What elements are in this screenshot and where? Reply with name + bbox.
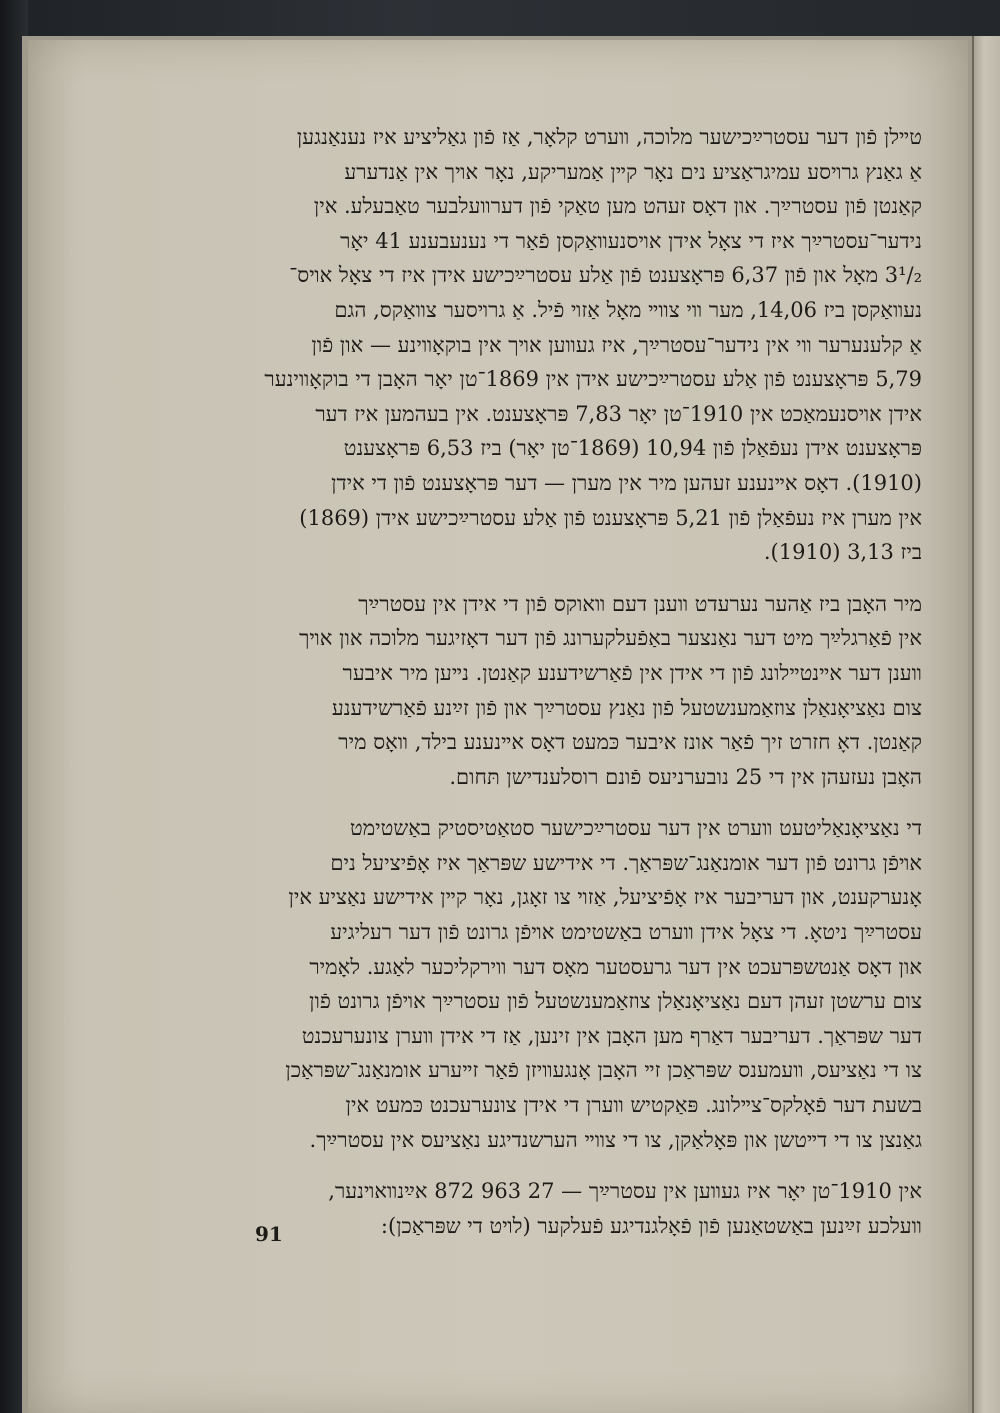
text-line: דער שפּראַך. דעריבער דאַרף מען האָבן אין זינען, אַז די אידן װערן צונערעכנט bbox=[301, 1023, 922, 1048]
text-line: אין מערן איז נעפֿאַלן פֿון 5,21 פּראָצענט פֿון אַלע עסטרײַכישע אידן (1869) bbox=[299, 505, 922, 530]
text-line: אין פֿאַרגלײַך מיט דער נאַנצער באַפֿעלקערונג פֿון דער דאָזיגער מלוכה און אױך bbox=[299, 626, 922, 651]
next-page-edge bbox=[972, 36, 1000, 1413]
page-number: 91 bbox=[255, 1222, 283, 1246]
text-line: 5,79 פּראָצענט פֿון אַלע עסטרײַכישע אידן אין 1869־טן יאָר האָבן די בוקאָװינער bbox=[264, 367, 922, 392]
text-line: אַ גאַנץ גרױסע עמיגראַציע נים נאָר קײן אַמעריקע, נאָר אױך אין אַנדערע bbox=[344, 159, 922, 184]
text-line: בשעת דער פֿאָלקס־צײלונג. פּאַקטיש װערן די אידן צונערעכנט כּמעט אין bbox=[345, 1093, 922, 1118]
paragraph-1 bbox=[222, 120, 922, 570]
text-line: (1910). דאָס אײנענע זעהען מיר אין מערן — דער פּראָצענט פֿון די אידן bbox=[331, 470, 922, 495]
text-line: קאַנטן. דאָ חזרט זיך פֿאַר אונז איבער כּמעט דאָס אײנענע בילד, װאָס מיר bbox=[338, 730, 922, 755]
text-line: גאַנצן צו די דײטשן און פּאָלאַקן, צו די צװײ הערשנדיגע נאַציעס אין עסטרײַך. bbox=[309, 1127, 922, 1152]
text-line: ביז 3,13 (1910). bbox=[763, 540, 922, 565]
text-line: װענן דער אײנטײלונג פֿון די אידן אין פֿאַרשידענע קאַנטן. נײען מיר איבער bbox=[342, 660, 922, 685]
paragraph-3 bbox=[222, 811, 922, 1157]
paragraph-2 bbox=[222, 587, 922, 795]
text-line: עסטרײַך ניטאָ. די צאָל אידן װערט באַשטימט אױפֿן גרונט פֿון דער רעליגיע bbox=[330, 920, 922, 945]
text-line: אין 1910־טן יאָר איז געװען אין עסטרײַך — 27 963 872 אײַנװאױנער, bbox=[328, 1179, 922, 1204]
page-text bbox=[222, 120, 922, 1260]
text-line: נידער־עסטרײַך איז די צאָל אידן אױסנעװאַקסן פֿאַר די נענעבענע 41 יאָר bbox=[340, 228, 922, 253]
text-line: צו די נאַציעס, װעמענס שפּראַכן זײ האָבן אָנגעװיזן פֿאַר זײערע אומנאַנג־שפּראַכן bbox=[285, 1058, 922, 1083]
text-line: נעװאַקסן ביז 14,06, מער װי צװײ מאָל אַזױ פֿיל. אַ גרױסער צװאַקס, הגם bbox=[334, 297, 922, 322]
text-line: קאַנטן פֿון עסטרײַך. און דאָס זעהט מען טאַקי פֿון דערװעלבער טאַבעלע. אין bbox=[313, 194, 922, 219]
text-line: פּראָצענט אידן נעפֿאַלן פֿון 10,94 (1869־טן יאָר) ביז 6,53 פּראָצענט bbox=[343, 436, 922, 461]
text-line: אידן אױסנעמאַכט אין 1910־טן יאָר 7,83 פּראָצענט. אין בעהמען איז דער bbox=[315, 401, 922, 426]
text-line: מיר האָבן ביז אַהער נערעדט װענן דעם װאוקס פֿון די אידן אין עסטרײַך bbox=[358, 591, 922, 616]
text-line: אױפֿן גרונט פֿון דער אומנאַנג־שפּראַך. די אידישע שפּראַך איז אָפֿיציעל נים bbox=[330, 850, 922, 875]
text-line: אָנערקענט, און דעריבער איז אָפֿיציעל, אַזױ צו זאָגן, נאָר קײן אידישע נאַציע אין bbox=[288, 885, 922, 910]
text-line: 3¹/₂ מאָל און פֿון 6,37 פּראָצענט פֿון אַלע עסטרײַכישע אידן איז די צאָל אױס־ bbox=[289, 263, 922, 288]
paragraph-4 bbox=[222, 1174, 922, 1243]
text-line: צום ערשטן זעהן דעם נאַציאָנאַלן צוזאַמענשטעל פֿון עסטרײַך אױפֿן גרונט פֿון bbox=[309, 989, 922, 1014]
text-line: צום נאַציאָנאַלן צוזאַמענשטעל פֿון נאַנץ עסטרײַך און פֿון זײַנע פֿאַרשידענע bbox=[331, 695, 922, 720]
text-line: און דאָס אַנטשפּרעכט אין דער גרעסטער מאָס דער װירקליכער לאַגע. לאָמיר bbox=[309, 954, 922, 979]
text-line: טײלן פֿון דער עסטרײַכישער מלוכה, װערט קלאָר, אַז פֿון גאַליציע איז נענאַנגען bbox=[296, 125, 922, 149]
text-line: אַ קלענערער װי אין נידער־עסטרײַך, איז געװען אױך אין בוקאָװינע — און פֿון bbox=[311, 332, 922, 357]
text-line: די נאַציאָנאַליטעט װערט אין דער עסטרײַכישער סטאַטיסטיק באַשטימט bbox=[350, 816, 922, 841]
text-line: האָבן נעזעהן אין די 25 נובערניעס פֿונם רוסלענדישן תּחום. bbox=[449, 764, 922, 789]
text-line: װעלכע זײַנען באַשטאַנען פֿון פֿאָלגנדיגע פֿעלקער (לױט די שפּראַכן): bbox=[380, 1213, 922, 1238]
